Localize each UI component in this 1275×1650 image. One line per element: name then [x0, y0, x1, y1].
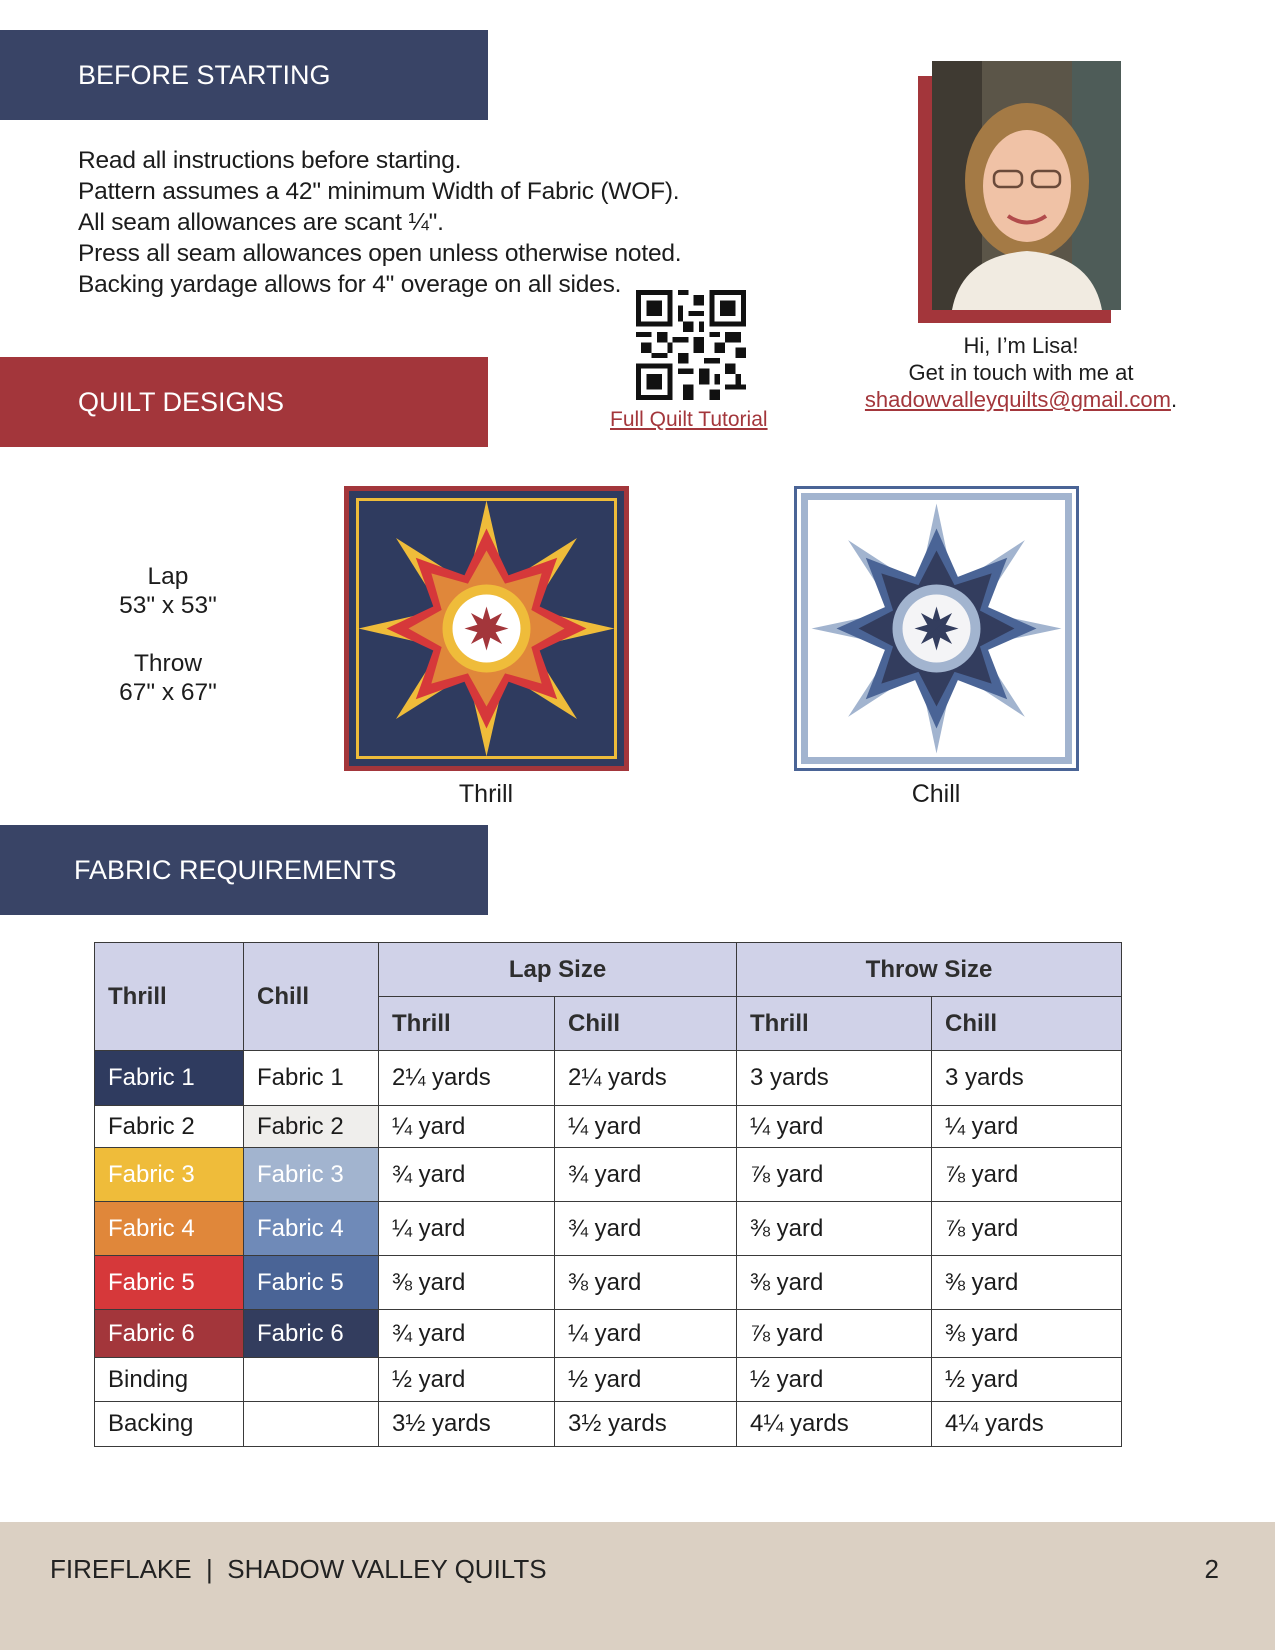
instruction-line: Press all seam allowances open unless otherwise noted. [78, 240, 682, 267]
size-list [108, 562, 228, 707]
thrill-fabric-cell: Fabric 1 [95, 1051, 244, 1106]
header-throw-size: Throw Size [737, 943, 1122, 997]
yardage-cell: ¾ yard [379, 1148, 555, 1202]
qr-code[interactable] [636, 290, 746, 400]
yardage-cell: 4¼ yards [737, 1402, 932, 1447]
yardage-cell: ¼ yard [932, 1106, 1122, 1148]
throw-size-dims: 67" x 67" [119, 679, 217, 706]
yardage-cell: ½ yard [932, 1358, 1122, 1402]
chill-fabric-cell: Fabric 4 [244, 1202, 379, 1256]
thrill-fabric-cell: Fabric 5 [95, 1256, 244, 1310]
table-row [95, 1148, 1122, 1202]
lap-size-name: Lap [147, 563, 189, 590]
subheader-lap-chill: Chill [555, 997, 737, 1051]
yardage-cell: ¼ yard [379, 1202, 555, 1256]
fabric-requirements-table [94, 942, 1122, 1447]
chill-fabric-cell: Fabric 2 [244, 1106, 379, 1148]
before-starting-heading: BEFORE STARTING [78, 59, 331, 90]
thrill-fabric-cell: Fabric 4 [95, 1202, 244, 1256]
yardage-cell: 2¼ yards [555, 1051, 737, 1106]
yardage-cell: 4¼ yards [932, 1402, 1122, 1447]
table-row [95, 1310, 1122, 1358]
throw-size-name: Throw [133, 650, 203, 677]
fabric-table-body [95, 1051, 1122, 1447]
table-row [95, 1256, 1122, 1310]
yardage-cell: ⅜ yard [932, 1310, 1122, 1358]
yardage-cell: ⅜ yard [555, 1256, 737, 1310]
chill-fabric-cell [244, 1358, 379, 1402]
table-row [95, 1051, 1122, 1106]
yardage-cell: 3½ yards [555, 1402, 737, 1447]
page-number: 2 [1204, 1554, 1219, 1584]
yardage-cell: ¾ yard [555, 1202, 737, 1256]
thrill-quilt-image [344, 486, 629, 771]
yardage-cell: ¾ yard [555, 1148, 737, 1202]
fabric-requirements-banner [0, 825, 488, 915]
yardage-cell: ⅞ yard [737, 1310, 932, 1358]
instruction-line: Pattern assumes a 42" minimum Width of Fabric (WOF). [78, 178, 680, 205]
footer-title: FIREFLAKE | SHADOW VALLEY QUILTS [50, 1554, 547, 1584]
thrill-fabric-cell: Backing [95, 1402, 244, 1447]
yardage-cell: ¼ yard [555, 1106, 737, 1148]
footer [0, 1522, 1275, 1650]
quilt-designs-banner [0, 357, 488, 447]
chill-caption: Chill [911, 780, 961, 808]
yardage-cell: ½ yard [379, 1358, 555, 1402]
yardage-cell: ¼ yard [379, 1106, 555, 1148]
author-photo [932, 61, 1121, 310]
instruction-line: Read all instructions before starting. [78, 147, 462, 174]
yardage-cell: ⅜ yard [379, 1256, 555, 1310]
chill-fabric-cell: Fabric 1 [244, 1051, 379, 1106]
yardage-cell: 3 yards [932, 1051, 1122, 1106]
email-link[interactable]: shadowvalleyquilts@gmail.com [864, 387, 1171, 412]
header-lap-size: Lap Size [379, 943, 737, 997]
thrill-fabric-cell: Fabric 2 [95, 1106, 244, 1148]
quilt-designs-heading: QUILT DESIGNS [78, 386, 285, 417]
yardage-cell: 2¼ yards [379, 1051, 555, 1106]
size-spacer [108, 620, 228, 649]
table-row [95, 1106, 1122, 1148]
yardage-cell: 3½ yards [379, 1402, 555, 1447]
yardage-cell: ⅜ yard [737, 1202, 932, 1256]
full-quilt-tutorial-link[interactable]: Full Quilt Tutorial [610, 408, 768, 431]
contact-block [862, 332, 1180, 413]
fabric-requirements-heading: FABRIC REQUIREMENTS [74, 854, 397, 885]
contact-text: Get in touch with me at [908, 360, 1134, 385]
greeting-text: Hi, I’m Lisa! [963, 333, 1079, 358]
instructions-list [78, 145, 681, 300]
thrill-fabric-cell: Fabric 3 [95, 1148, 244, 1202]
yardage-cell: ¼ yard [737, 1106, 932, 1148]
thrill-fabric-cell: Binding [95, 1358, 244, 1402]
table-row [95, 1358, 1122, 1402]
table-row [95, 1202, 1122, 1256]
yardage-cell: ½ yard [737, 1358, 932, 1402]
yardage-cell: ⅞ yard [932, 1148, 1122, 1202]
yardage-cell: ½ yard [555, 1358, 737, 1402]
subheader-throw-chill: Chill [932, 997, 1122, 1051]
yardage-cell: ⅞ yard [932, 1202, 1122, 1256]
yardage-cell: ⅞ yard [737, 1148, 932, 1202]
yardage-cell: ¾ yard [379, 1310, 555, 1358]
header-thrill: Thrill [95, 943, 244, 1051]
instruction-line: Backing yardage allows for 4" overage on all sides. [78, 271, 622, 298]
email-line [862, 386, 1180, 413]
lap-size-dims: 53" x 53" [119, 592, 217, 619]
table-row [95, 1402, 1122, 1447]
instruction-line: All seam allowances are scant ¼". [78, 209, 444, 236]
thrill-fabric-cell: Fabric 6 [95, 1310, 244, 1358]
subheader-lap-thrill: Thrill [379, 997, 555, 1051]
chill-fabric-cell: Fabric 5 [244, 1256, 379, 1310]
thrill-caption: Thrill [458, 780, 514, 808]
yardage-cell: ⅜ yard [932, 1256, 1122, 1310]
subheader-throw-thrill: Thrill [737, 997, 932, 1051]
chill-quilt-image [794, 486, 1079, 771]
chill-fabric-cell: Fabric 6 [244, 1310, 379, 1358]
before-starting-banner [0, 30, 488, 120]
yardage-cell: ¼ yard [555, 1310, 737, 1358]
yardage-cell: ⅜ yard [737, 1256, 932, 1310]
yardage-cell: 3 yards [737, 1051, 932, 1106]
email-suffix: . [1170, 387, 1178, 412]
header-chill: Chill [244, 943, 379, 1051]
chill-fabric-cell: Fabric 3 [244, 1148, 379, 1202]
chill-fabric-cell [244, 1402, 379, 1447]
